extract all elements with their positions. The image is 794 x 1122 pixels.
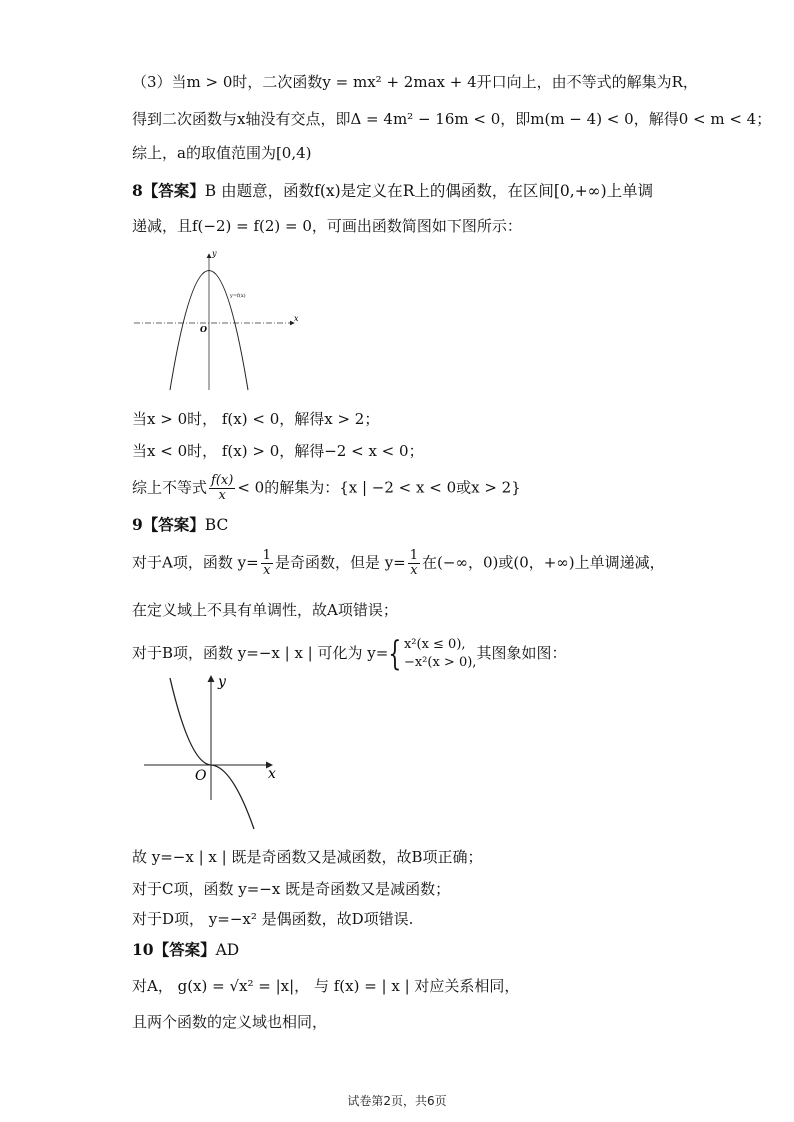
curve-label: y=f(x) xyxy=(230,293,246,299)
odd-function-graph xyxy=(142,672,282,832)
text-line: 得到二次函数与x轴没有交点，即Δ = 4m² − 16m < 0，即m(m − 4) < 0，解得0 < m < 4； xyxy=(132,110,772,128)
page-footer: 试卷第2页，共6页 xyxy=(347,1094,447,1108)
text-line: 在定义域上不具有单调性，故A项错误； xyxy=(132,601,398,619)
answer-heading-10 xyxy=(132,940,239,960)
text-line: 综上，a的取值范围为[0,4) xyxy=(132,144,312,162)
text-line xyxy=(132,636,566,672)
function-curve xyxy=(170,678,254,829)
text-fragment: 在(−∞，0)或(0，+∞)上单调递减， xyxy=(422,553,665,572)
piecewise-cases xyxy=(404,636,476,672)
text-fragment: 对于B项，函数 y=−x | x | 可化为 y= xyxy=(132,644,389,662)
fraction-denominator: x xyxy=(218,488,226,503)
text-line: 对于D项， y=−x² 是偶函数，故D项错误. xyxy=(132,910,414,928)
y-axis-label: y xyxy=(218,674,226,690)
fraction xyxy=(261,549,273,578)
text-line xyxy=(132,549,665,578)
x-axis-label: x xyxy=(268,766,276,782)
text-fragment: 其图象如图： xyxy=(476,644,567,662)
text-line: 当x > 0时， f(x) < 0，解得x > 2； xyxy=(132,410,380,428)
text-fragment: 综上不等式 xyxy=(132,478,208,497)
x-axis-label: x xyxy=(294,314,299,323)
question-number: 9【答案】 xyxy=(132,515,205,534)
answer-heading-8 xyxy=(132,181,653,201)
text-fragment: < 0的解集为：{x | −2 < x < 0或x > 2} xyxy=(237,478,521,497)
text-line: 故 y=−x | x | 既是奇函数又是减函数，故B项正确； xyxy=(132,848,483,866)
text-line: 且两个函数的定义域也相同， xyxy=(132,1013,328,1031)
answer-text: BC xyxy=(204,516,229,534)
left-brace: { xyxy=(388,634,402,674)
answer-text: B 由题意，函数f(x)是定义在R上的偶函数，在区间[0,+∞)上单调 xyxy=(204,182,654,200)
origin-label: O xyxy=(200,324,207,334)
fraction xyxy=(408,549,420,578)
fraction-denominator: x xyxy=(263,563,271,578)
origin-label: O xyxy=(195,768,207,784)
question-number: 10【答案】 xyxy=(132,940,216,959)
text-line: 当x < 0时， f(x) > 0，解得−2 < x < 0； xyxy=(132,442,424,460)
case-line: −x²(x > 0), xyxy=(403,655,477,670)
text-fragment: 对于A项，函数 y= xyxy=(132,553,259,572)
text-line xyxy=(132,474,521,503)
fraction-numerator: 1 xyxy=(409,548,419,563)
parabola-graph xyxy=(132,246,302,392)
case-line: x²(x ≤ 0), xyxy=(403,637,466,652)
fraction-numerator: 1 xyxy=(262,548,271,563)
answer-heading-9 xyxy=(132,515,228,535)
question-number: 8【答案】 xyxy=(132,181,205,200)
text-line: 对于C项，函数 y=−x 既是奇函数又是减函数； xyxy=(132,880,451,898)
y-axis-label: y xyxy=(212,249,217,258)
fraction-denominator: x xyxy=(410,563,418,578)
fraction-numerator: f(x) xyxy=(211,473,234,488)
text-line: 对A， g(x) = √x² = |x|， 与 f(x) = | x | 对应关系相同， xyxy=(132,977,520,995)
text-line: （3）当m > 0时，二次函数y = mx² + 2max + 4开口向上，由不等式的解集为R， xyxy=(132,73,698,91)
fraction xyxy=(209,474,235,503)
text-fragment: 是奇函数，但是 y= xyxy=(274,553,406,572)
answer-text: AD xyxy=(215,941,240,959)
text-line: 递减，且f(−2) = f(2) = 0，可画出函数简图如下图所示： xyxy=(132,217,522,235)
